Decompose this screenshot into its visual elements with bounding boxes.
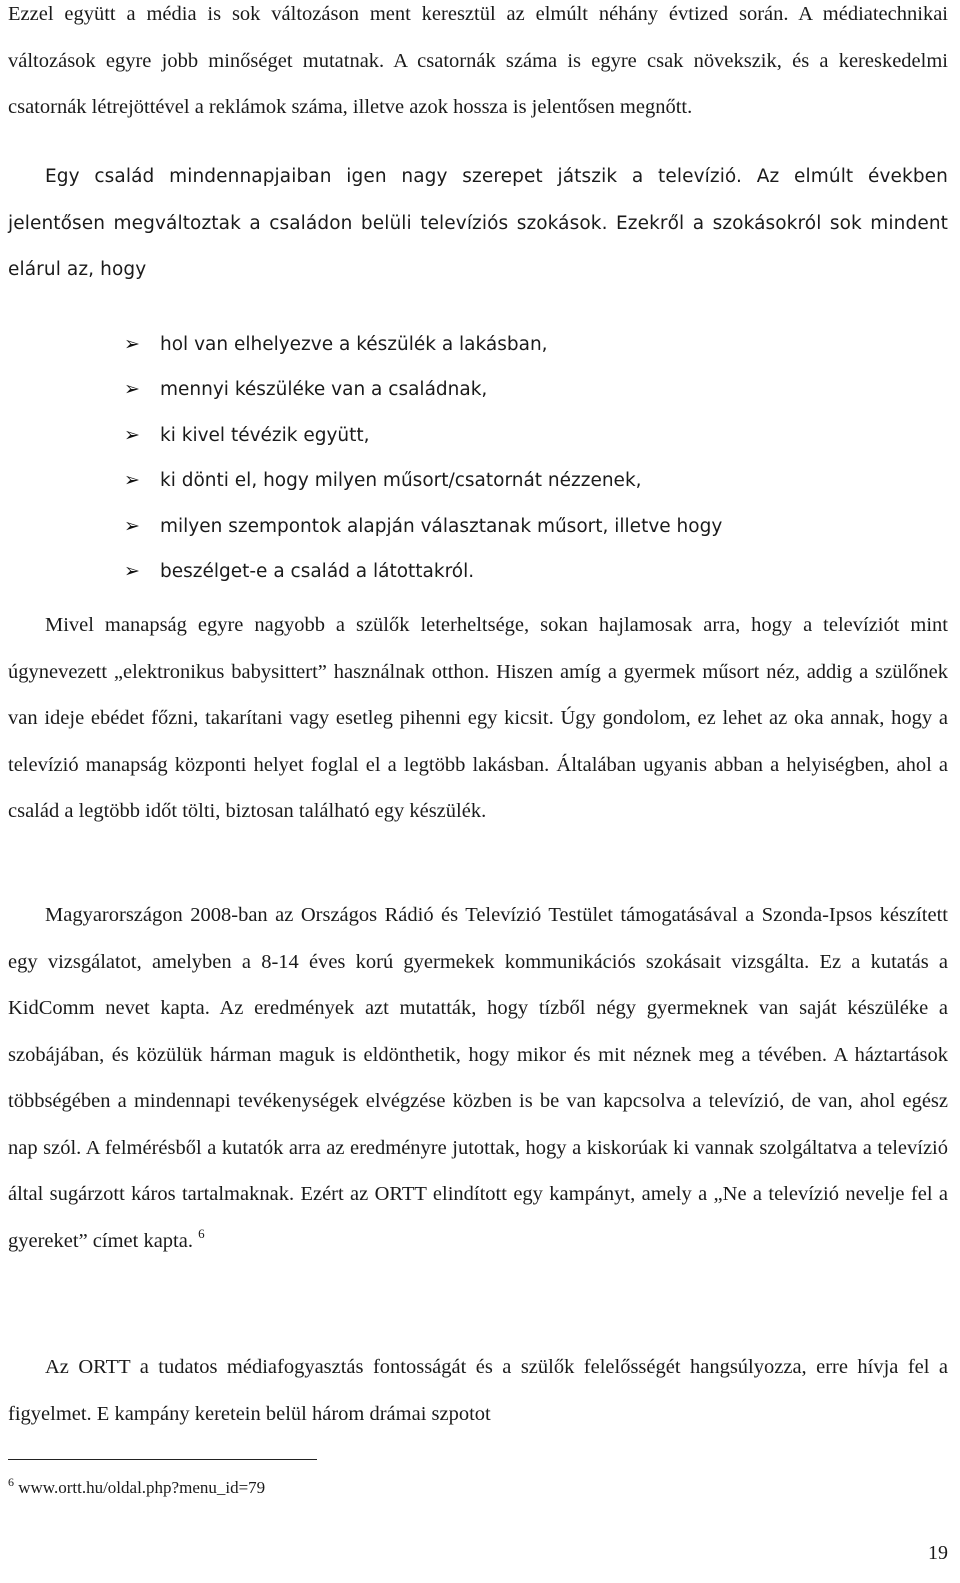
footnote-separator (8, 1459, 317, 1460)
arrow-bullet-icon: ➢ (124, 469, 140, 492)
arrow-bullet-icon: ➢ (124, 423, 140, 446)
footnote-url[interactable]: www.ortt.hu/oldal.php?menu_id=79 (14, 1478, 266, 1497)
footnote (8, 1475, 266, 1498)
paragraph-family-tv-habits: Egy család mindennapjaiban igen nagy szerepet játszik a televízió. Az elmúlt években jelentősen megváltoztak a családon belüli televíziós szokások. Ezekről a szokásokról sok mindent elárul az, hogy (8, 166, 948, 280)
arrow-bullet-icon: ➢ (124, 514, 140, 537)
paragraph-electronic-babysitter: Mivel manapság egyre nagyobb a szülők leterheltsége, sokan hajlamosak arra, hogy a televíziót mint úgynevezett „elektronikus babysittert” használnak otthon. Hiszen amíg a gyermek műsort néz, addig a szülőnek van ideje ebédet főzni, takarítani vagy esetleg pihenni egy kicsit. Úgy gondolom, ez lehet az oka annak, hogy a televízió manapság központi helyet foglal el a legtöbb lakásban. Általában ugyanis abban a helyiségben, ahol a család a legtöbb időt tölti, biztosan található egy készülék. (8, 614, 948, 822)
page-number: 19 (928, 1542, 948, 1564)
paragraph-media-changes: Ezzel együtt a média is sok változáson ment keresztül az elmúlt néhány évtized során. A médiatechnikai változások egyre jobb minőséget mutatnak. A csatornák száma is egyre csak növekszik, és a kereskedelmi csatornák létrejöttével a reklámok száma, illetve azok hossza is jelentősen megnőtt. (8, 3, 948, 118)
list-item: ➢ hol van elhelyezve a készülék a lakásban, (124, 322, 924, 367)
arrow-bullet-icon: ➢ (124, 333, 140, 355)
list-item: ➢ ki dönti el, hogy milyen műsort/csatornát nézzenek, (124, 458, 924, 503)
list-item: ➢ beszélget-e a család a látottakról. (124, 549, 924, 594)
paragraph-ortt-campaign: Az ORTT a tudatos médiafogyasztás fontosságát és a szülők felelősségét hangsúlyozza, erre hívja fel a figyelmet. E kampány keretein belül három drámai szpotot (8, 1356, 948, 1425)
paragraph-kidcomm-study: Magyarországon 2008-ban az Országos Rádió és Televízió Testület támogatásával a Szonda-Ipsos készített egy vizsgálatot, amelyben a 8-14 éves korú gyermekek kommunikációs szokásait vizsgálta. Ez a kutatás a KidComm nevet kapta. Az eredmények azt mutatták, hogy tízből négy gyermeknek van saját készüléke a szobájában, és közülük hárman maguk is eldönthetik, hogy mikor és mit néznek meg a tévében. A háztartások többségében a mindennapi tevékenységek elvégzése közben is be van kapcsolva a televízió, de van, ahol egész nap szól. A felmérésből a kutatók arra az eredményre jutottak, hogy a kiskorúak ki vannak szolgáltatva a televízió által sugárzott káros tartalmaknak. Ezért az ORTT elindított egy kampányt, amely a „Ne a televízió nevelje fel a gyereket” címet kapta. $^6$ (8, 904, 948, 1252)
arrow-bullet-icon: ➢ (124, 378, 140, 401)
list-item: ➢ milyen szempontok alapján választanak műsort, illetve hogy (124, 504, 924, 549)
list-item: ➢ ki kivel tévézik együtt, (124, 413, 924, 458)
tv-habits-list (124, 322, 924, 594)
footnote-number: 6 (8, 1475, 14, 1489)
list-item: ➢ mennyi készüléke van a családnak, (124, 367, 924, 412)
footnote-reference[interactable]: 6 (198, 1225, 205, 1241)
arrow-bullet-icon: ➢ (124, 559, 140, 582)
